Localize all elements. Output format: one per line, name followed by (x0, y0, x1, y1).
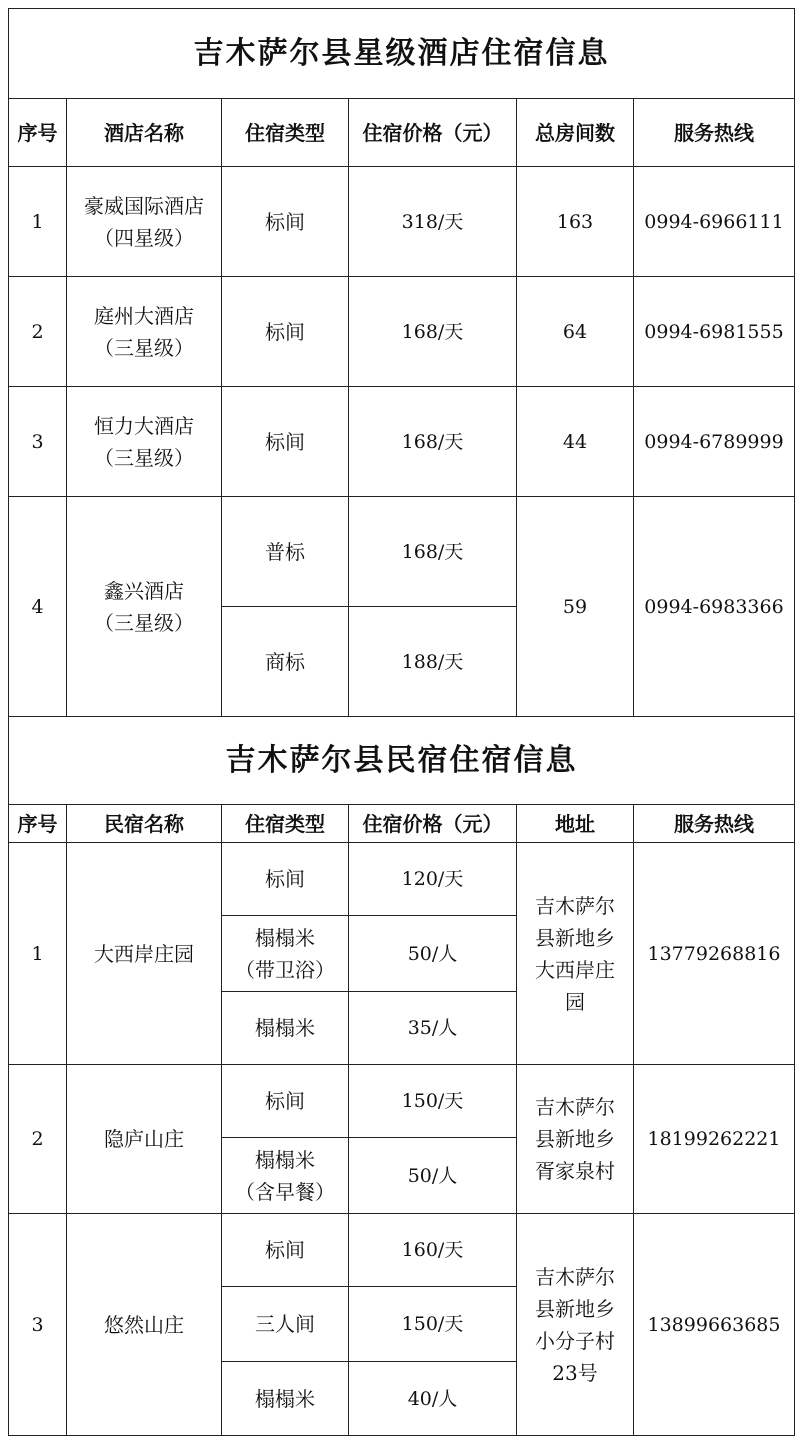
room-price: 188/天 (349, 607, 517, 717)
room-type: 普标 (222, 497, 349, 607)
room-type: 榻榻米 （含早餐） (222, 1138, 349, 1214)
table-row (9, 167, 795, 277)
hotel-name: 庭州大酒店 （三星级） (67, 277, 222, 387)
homestay-phone: 18199262221 (634, 1065, 795, 1214)
table-row (9, 277, 795, 387)
hotel-phone: 0994-6789999 (634, 387, 795, 497)
hotel-header-price: 住宿价格（元） (349, 99, 517, 167)
room-type: 三人间 (222, 1287, 349, 1362)
room-type: 榻榻米 (222, 1362, 349, 1436)
table-row (9, 387, 795, 497)
room-price: 50/人 (349, 916, 517, 992)
hotel-header-no: 序号 (9, 99, 67, 167)
hotel-header-type: 住宿类型 (222, 99, 349, 167)
room-price: 318/天 (349, 167, 517, 277)
hotel-no: 4 (9, 497, 67, 717)
hotel-no: 3 (9, 387, 67, 497)
hotel-header-row (9, 99, 795, 167)
hotel-header-total-rooms: 总房间数 (517, 99, 634, 167)
homestay-phone: 13899663685 (634, 1214, 795, 1436)
room-type: 榻榻米 （带卫浴） (222, 916, 349, 992)
homestay-name: 悠然山庄 (67, 1214, 222, 1436)
homestay-header-phone: 服务热线 (634, 805, 795, 843)
room-type: 标间 (222, 277, 349, 387)
homestay-header-name: 民宿名称 (67, 805, 222, 843)
room-price: 168/天 (349, 497, 517, 607)
room-price: 35/人 (349, 992, 517, 1065)
room-price: 160/天 (349, 1214, 517, 1287)
homestay-address: 吉木萨尔 县新地乡 小分子村 23号 (517, 1214, 634, 1436)
hotel-total-rooms: 44 (517, 387, 634, 497)
homestay-name: 隐庐山庄 (67, 1065, 222, 1214)
homestay-no: 2 (9, 1065, 67, 1214)
homestay-address: 吉木萨尔 县新地乡 胥家泉村 (517, 1065, 634, 1214)
hotel-name: 豪威国际酒店 （四星级） (67, 167, 222, 277)
homestay-header-price: 住宿价格（元） (349, 805, 517, 843)
room-type: 标间 (222, 1065, 349, 1138)
room-price: 50/人 (349, 1138, 517, 1214)
homestay-no: 3 (9, 1214, 67, 1436)
hotel-section-title: 吉木萨尔县星级酒店住宿信息 (9, 9, 795, 99)
hotel-name: 恒力大酒店 （三星级） (67, 387, 222, 497)
homestay-name: 大西岸庄园 (67, 843, 222, 1065)
hotel-total-rooms: 64 (517, 277, 634, 387)
hotel-total-rooms: 163 (517, 167, 634, 277)
hotel-phone: 0994-6981555 (634, 277, 795, 387)
homestay-title-row (9, 717, 795, 805)
homestay-header-row (9, 805, 795, 843)
hotel-no: 2 (9, 277, 67, 387)
room-type: 标间 (222, 387, 349, 497)
table-row (9, 1214, 795, 1287)
room-type: 标间 (222, 167, 349, 277)
hotel-header-phone: 服务热线 (634, 99, 795, 167)
hotel-title-row (9, 9, 795, 99)
homestay-header-no: 序号 (9, 805, 67, 843)
room-price: 150/天 (349, 1065, 517, 1138)
room-type: 榻榻米 (222, 992, 349, 1065)
homestay-no: 1 (9, 843, 67, 1065)
homestay-header-address: 地址 (517, 805, 634, 843)
room-type: 标间 (222, 843, 349, 916)
table-row (9, 843, 795, 916)
room-price: 120/天 (349, 843, 517, 916)
room-type: 商标 (222, 607, 349, 717)
room-type: 标间 (222, 1214, 349, 1287)
hotel-no: 1 (9, 167, 67, 277)
hotel-phone: 0994-6983366 (634, 497, 795, 717)
homestay-phone: 13779268816 (634, 843, 795, 1065)
room-price: 168/天 (349, 387, 517, 497)
table-row (9, 497, 795, 607)
homestay-address: 吉木萨尔 县新地乡 大西岸庄 园 (517, 843, 634, 1065)
hotel-phone: 0994-6966111 (634, 167, 795, 277)
table-row (9, 1065, 795, 1138)
room-price: 168/天 (349, 277, 517, 387)
hotel-header-name: 酒店名称 (67, 99, 222, 167)
hotel-name: 鑫兴酒店 （三星级） (67, 497, 222, 717)
accommodation-sheet (8, 8, 794, 1440)
homestay-header-type: 住宿类型 (222, 805, 349, 843)
room-price: 40/人 (349, 1362, 517, 1436)
hotel-total-rooms: 59 (517, 497, 634, 717)
homestay-section-title: 吉木萨尔县民宿住宿信息 (9, 717, 795, 805)
room-price: 150/天 (349, 1287, 517, 1362)
accommodation-table (8, 8, 795, 1436)
